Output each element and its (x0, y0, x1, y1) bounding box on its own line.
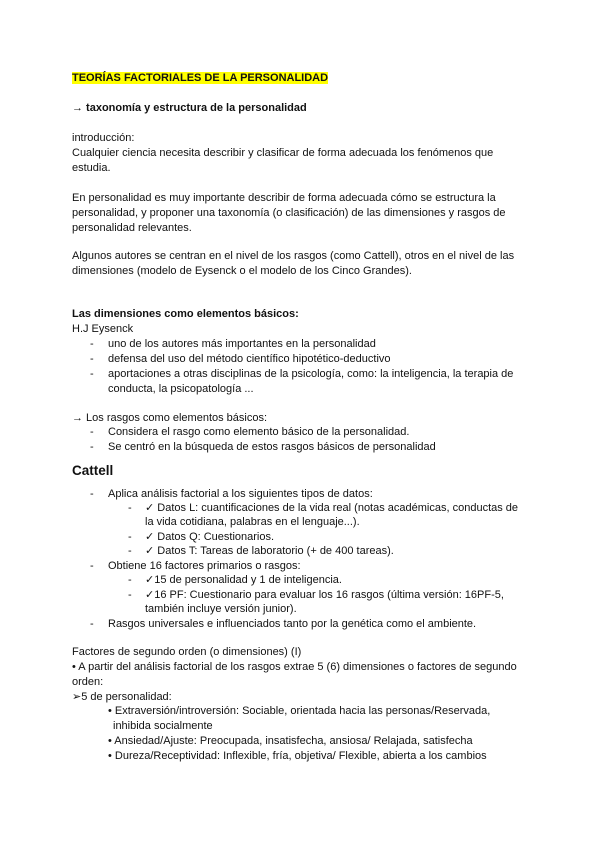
sub-bullet-dash: - (128, 589, 132, 601)
bullet-text: uno de los autores más importantes en la personalidad (108, 338, 376, 350)
factor-item: • Ansiedad/Ajuste: Preocupada, insatisfecha, ansiosa/ Relajada, satisfecha (108, 735, 473, 747)
factores-line: • A partir del análisis factorial de los rasgos extrae 5 (6) dimensiones o factores de segundo (72, 661, 517, 673)
sub-bullet-dash: - (128, 545, 132, 557)
paragraph-line: Algunos autores se centran en el nivel de los rasgos (como Cattell), otros en el nivel de las (72, 250, 515, 262)
sub-bullet-text: también incluye versión junior). (145, 603, 297, 615)
section-heading-cattell: Cattell (72, 463, 114, 478)
section-heading-rasgos: → Los rasgos como elementos básicos: (72, 412, 268, 424)
section-heading-dimensiones: Las dimensiones como elementos básicos: (72, 308, 299, 320)
factores-line: orden: (72, 676, 104, 688)
bullet-text: Considera el rasgo como elemento básico de la personalidad. (108, 426, 410, 438)
factor-item: • Dureza/Receptividad: Inflexible, fría, objetiva/ Flexible, abierta a los cambios (108, 750, 487, 762)
sub-bullet-dash: - (128, 502, 132, 514)
bullet-text: defensa del uso del método científico hipotético-deductivo (108, 353, 391, 365)
sub-bullet-text: ✓ Datos T: Tareas de laboratorio (+ de 400 tareas). (145, 545, 394, 557)
bullet-dash: - (90, 353, 94, 365)
paragraph-line: personalidad relevantes. (72, 222, 192, 234)
bullet-dash: - (90, 618, 94, 630)
bullet-dash: - (90, 560, 94, 572)
sub-bullet-dash: - (128, 531, 132, 543)
bullet-dash: - (90, 441, 94, 453)
bullet-text: Aplica análisis factorial a los siguientes tipos de datos: (108, 488, 373, 500)
factor-item: • Extraversión/introversión: Sociable, orientada hacia las personas/Reservada, (108, 705, 491, 717)
document-subtitle: → taxonomía y estructura de la personalidad (72, 102, 307, 114)
sub-bullet-text: ✓ Datos Q: Cuestionarios. (145, 531, 275, 543)
author-name: H.J Eysenck (72, 323, 134, 335)
bullet-dash: - (90, 368, 94, 380)
paragraph-line: personalidad, y proponer una taxonomía (o clasificación) de las dimensiones y rasgos de (72, 207, 506, 219)
bullet-dash: - (90, 488, 94, 500)
document-title: TEORÍAS FACTORIALES DE LA PERSONALIDAD (72, 72, 329, 84)
bullet-text: Rasgos universales e influenciados tanto por la genética como el ambiente. (108, 618, 477, 630)
intro-line: Cualquier ciencia necesita describir y clasificar de forma adecuada los fenómenos que (72, 147, 494, 159)
sub-bullet-text: la vida cotidiana, palabras en el lenguaje...). (145, 516, 360, 528)
factores-label: Factores de segundo orden (o dimensiones) (I) (72, 646, 302, 658)
paragraph-line: En personalidad es muy importante describir de forma adecuada cómo se estructura la (72, 192, 496, 204)
sub-bullet-text: ✓15 de personalidad y 1 de inteligencia. (145, 574, 342, 586)
paragraph-line: dimensiones (modelo de Eysenck o el modelo de los Cinco Grandes). (72, 265, 412, 277)
bullet-text: aportaciones a otras disciplinas de la psicología, como: la inteligencia, la terapia de (108, 368, 514, 380)
intro-line: estudia. (72, 162, 111, 174)
sub-bullet-text: ✓ Datos L: cuantificaciones de la vida real (notas académicas, conductas de (145, 502, 519, 514)
intro-label: introducción: (72, 132, 135, 144)
sub-bullet-dash: - (128, 574, 132, 586)
bullet-dash: - (90, 426, 94, 438)
bullet-dash: - (90, 338, 94, 350)
sub-bullet-text: ✓16 PF: Cuestionario para evaluar los 16 rasgos (última versión: 16PF-5, (145, 589, 504, 601)
bullet-text: conducta, la psicopatología ... (108, 383, 254, 395)
factores-line: ➢5 de personalidad: (72, 691, 172, 703)
bullet-text: Obtiene 16 factores primarios o rasgos: (108, 560, 301, 572)
bullet-text: Se centró en la búsqueda de estos rasgos básicos de personalidad (108, 441, 436, 453)
factor-item: inhibida socialmente (113, 720, 213, 732)
